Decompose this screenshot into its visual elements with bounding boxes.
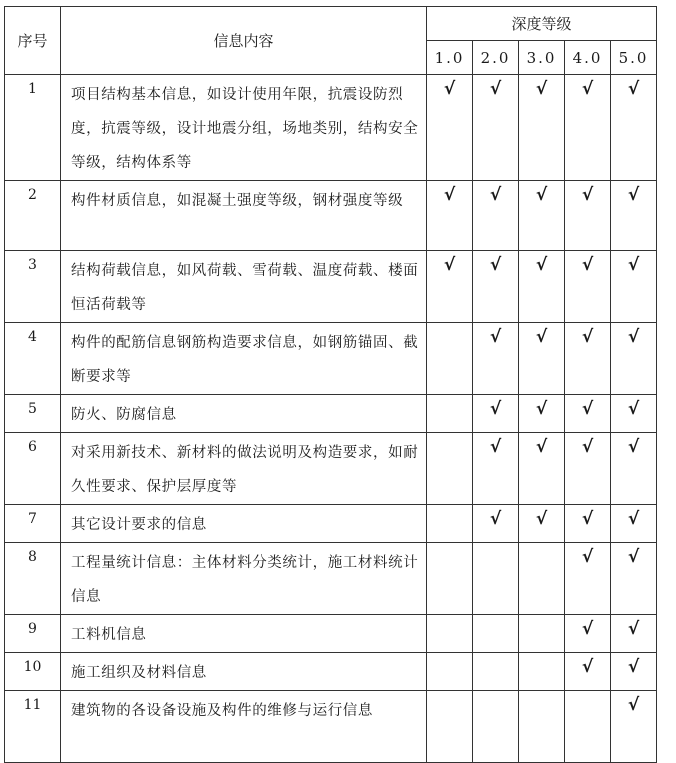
check-icon: √ xyxy=(627,695,640,715)
row-index: 6 xyxy=(5,433,61,505)
table-row xyxy=(5,395,657,433)
row-content: 防火、防腐信息 xyxy=(61,395,427,433)
level-2-cell xyxy=(473,251,519,323)
header-content: 信息内容 xyxy=(61,7,427,75)
check-icon: √ xyxy=(581,327,594,347)
row-content: 工料机信息 xyxy=(61,615,427,653)
table-row xyxy=(5,505,657,543)
check-icon: √ xyxy=(489,255,502,275)
row-index: 11 xyxy=(5,691,61,763)
row-content: 项目结构基本信息，如设计使用年限，抗震设防烈度，抗震等级，设计地震分组，场地类别，结构安全等级，结构体系等 xyxy=(61,75,427,181)
check-icon: √ xyxy=(581,255,594,275)
check-icon: √ xyxy=(581,547,594,567)
level-4-cell xyxy=(565,181,611,251)
check-icon: √ xyxy=(627,657,640,677)
level-2-cell xyxy=(473,433,519,505)
check-icon: √ xyxy=(535,399,548,419)
level-3-cell xyxy=(519,543,565,615)
header-level-3: 3.0 xyxy=(519,41,565,75)
level-2-cell xyxy=(473,181,519,251)
check-icon: √ xyxy=(627,509,640,529)
level-1-cell xyxy=(427,615,473,653)
table-row xyxy=(5,653,657,691)
row-index: 9 xyxy=(5,615,61,653)
check-icon: √ xyxy=(535,79,548,99)
check-icon: √ xyxy=(627,79,640,99)
check-icon: √ xyxy=(581,657,594,677)
level-4-cell xyxy=(565,75,611,181)
check-icon: √ xyxy=(627,547,640,567)
check-icon: √ xyxy=(581,399,594,419)
level-3-cell xyxy=(519,433,565,505)
row-index: 10 xyxy=(5,653,61,691)
table-row xyxy=(5,691,657,763)
level-4-cell xyxy=(565,505,611,543)
level-1-cell xyxy=(427,75,473,181)
check-icon: √ xyxy=(489,79,502,99)
level-2-cell xyxy=(473,543,519,615)
header-index: 序号 xyxy=(5,7,61,75)
check-icon: √ xyxy=(443,185,456,205)
check-icon: √ xyxy=(627,327,640,347)
row-index: 1 xyxy=(5,75,61,181)
level-4-cell xyxy=(565,433,611,505)
check-icon: √ xyxy=(489,327,502,347)
level-3-cell xyxy=(519,323,565,395)
level-4-cell xyxy=(565,395,611,433)
level-4-cell xyxy=(565,653,611,691)
level-5-cell xyxy=(611,543,657,615)
row-content: 工程量统计信息：主体材料分类统计，施工材料统计信息 xyxy=(61,543,427,615)
level-2-cell xyxy=(473,615,519,653)
level-4-cell xyxy=(565,543,611,615)
level-3-cell xyxy=(519,395,565,433)
row-index: 2 xyxy=(5,181,61,251)
level-3-cell xyxy=(519,505,565,543)
level-3-cell xyxy=(519,251,565,323)
row-index: 7 xyxy=(5,505,61,543)
row-index: 5 xyxy=(5,395,61,433)
header-level-4: 4.0 xyxy=(565,41,611,75)
check-icon: √ xyxy=(627,619,640,639)
level-5-cell xyxy=(611,395,657,433)
depth-level-table xyxy=(4,6,657,763)
row-content: 构件的配筋信息钢筋构造要求信息，如钢筋锚固、截断要求等 xyxy=(61,323,427,395)
row-content: 其它设计要求的信息 xyxy=(61,505,427,543)
check-icon: √ xyxy=(489,437,502,457)
level-1-cell xyxy=(427,395,473,433)
row-index: 3 xyxy=(5,251,61,323)
level-5-cell xyxy=(611,433,657,505)
check-icon: √ xyxy=(489,509,502,529)
level-3-cell xyxy=(519,615,565,653)
table-row xyxy=(5,75,657,181)
level-4-cell xyxy=(565,323,611,395)
level-1-cell xyxy=(427,181,473,251)
header-level-2: 2.0 xyxy=(473,41,519,75)
table-row xyxy=(5,615,657,653)
row-index: 4 xyxy=(5,323,61,395)
check-icon: √ xyxy=(581,185,594,205)
check-icon: √ xyxy=(581,509,594,529)
level-2-cell xyxy=(473,653,519,691)
check-icon: √ xyxy=(535,437,548,457)
table-row xyxy=(5,323,657,395)
level-3-cell xyxy=(519,181,565,251)
check-icon: √ xyxy=(535,185,548,205)
level-1-cell xyxy=(427,653,473,691)
check-icon: √ xyxy=(581,619,594,639)
level-1-cell xyxy=(427,543,473,615)
level-3-cell xyxy=(519,75,565,181)
level-2-cell xyxy=(473,323,519,395)
row-content: 对采用新技术、新材料的做法说明及构造要求，如耐久性要求、保护层厚度等 xyxy=(61,433,427,505)
table-body xyxy=(5,75,657,763)
check-icon: √ xyxy=(489,185,502,205)
table-row xyxy=(5,181,657,251)
level-4-cell xyxy=(565,251,611,323)
check-icon: √ xyxy=(443,79,456,99)
level-5-cell xyxy=(611,251,657,323)
check-icon: √ xyxy=(581,437,594,457)
level-5-cell xyxy=(611,181,657,251)
level-1-cell xyxy=(427,433,473,505)
level-5-cell xyxy=(611,691,657,763)
level-5-cell xyxy=(611,75,657,181)
header-level-1: 1.0 xyxy=(427,41,473,75)
check-icon: √ xyxy=(535,327,548,347)
level-5-cell xyxy=(611,653,657,691)
level-5-cell xyxy=(611,323,657,395)
row-content: 结构荷载信息，如风荷载、雪荷载、温度荷载、楼面恒活荷载等 xyxy=(61,251,427,323)
check-icon: √ xyxy=(627,399,640,419)
level-1-cell xyxy=(427,505,473,543)
row-content: 建筑物的各设备设施及构件的维修与运行信息 xyxy=(61,691,427,763)
table-row xyxy=(5,251,657,323)
level-2-cell xyxy=(473,691,519,763)
row-index: 8 xyxy=(5,543,61,615)
level-1-cell xyxy=(427,323,473,395)
level-1-cell xyxy=(427,251,473,323)
check-icon: √ xyxy=(489,399,502,419)
check-icon: √ xyxy=(535,255,548,275)
check-icon: √ xyxy=(627,255,640,275)
row-content: 施工组织及材料信息 xyxy=(61,653,427,691)
header-level-5: 5.0 xyxy=(611,41,657,75)
level-4-cell xyxy=(565,615,611,653)
row-content: 构件材质信息，如混凝土强度等级，钢材强度等级 xyxy=(61,181,427,251)
check-icon: √ xyxy=(627,437,640,457)
check-icon: √ xyxy=(535,509,548,529)
level-1-cell xyxy=(427,691,473,763)
table-row xyxy=(5,433,657,505)
header-depth: 深度等级 xyxy=(427,7,657,41)
level-2-cell xyxy=(473,75,519,181)
level-5-cell xyxy=(611,615,657,653)
level-2-cell xyxy=(473,505,519,543)
level-2-cell xyxy=(473,395,519,433)
level-5-cell xyxy=(611,505,657,543)
table-row xyxy=(5,543,657,615)
check-icon: √ xyxy=(443,255,456,275)
check-icon: √ xyxy=(581,79,594,99)
level-3-cell xyxy=(519,691,565,763)
level-4-cell xyxy=(565,691,611,763)
level-3-cell xyxy=(519,653,565,691)
check-icon: √ xyxy=(627,185,640,205)
